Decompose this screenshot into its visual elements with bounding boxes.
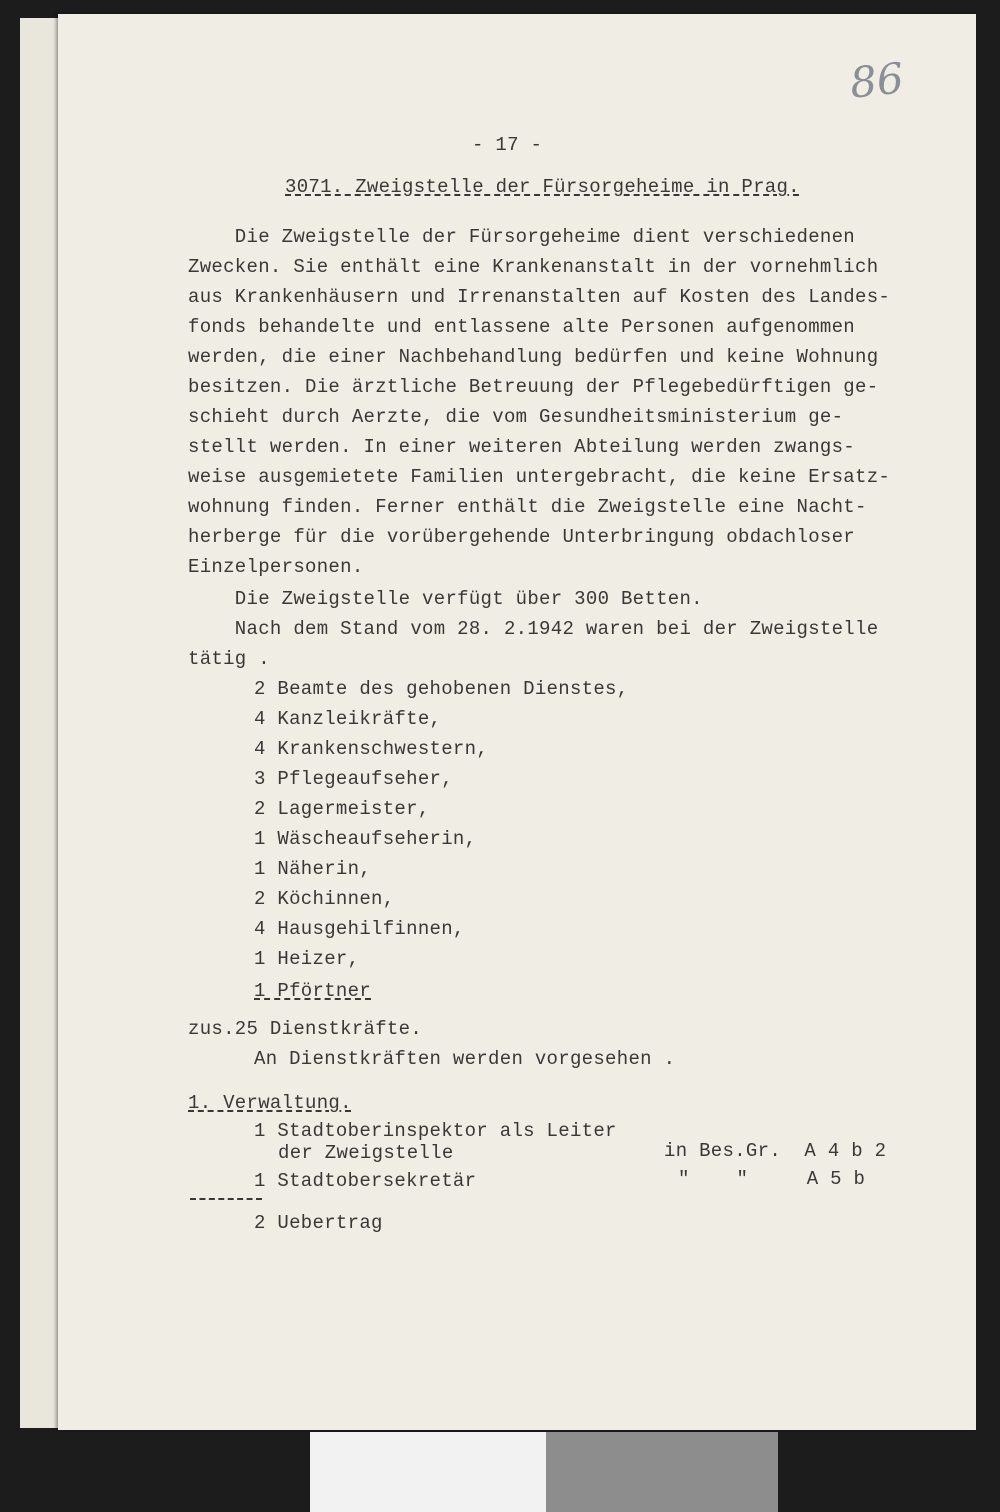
paragraph-line: fonds behandelte und entlassene alte Personen aufgenommen <box>188 316 856 338</box>
list-item: 1 Näherin, <box>254 858 372 880</box>
list-item: 1 Heizer, <box>254 948 360 970</box>
list-item: 4 Krankenschwestern, <box>254 738 489 760</box>
list-item: 4 Kanzleikräfte, <box>254 708 442 730</box>
paragraph-line: stellt werden. In einer weiteren Abteilung werden zwangs- <box>188 436 856 458</box>
list-item: 1 Wäscheaufseherin, <box>254 828 477 850</box>
section-title: 3071. Zweigstelle der Fürsorgeheime in Prag. <box>285 176 800 198</box>
list-item: 3 Pflegeaufseher, <box>254 768 453 790</box>
paragraph-line: tätig . <box>188 648 270 670</box>
list-item: 2 Beamte des gehobenen Dienstes, <box>254 678 629 700</box>
list-item: 2 Lagermeister, <box>254 798 430 820</box>
admin-heading: 1. Verwaltung. <box>188 1092 352 1114</box>
planned-line: An Dienstkräften werden vorgesehen . <box>254 1048 676 1070</box>
paragraph-line: schieht durch Aerzte, die vom Gesundheitsministerium ge- <box>188 406 844 428</box>
carry-over: 2 Uebertrag <box>254 1212 383 1234</box>
list-item: 4 Hausgehilfinnen, <box>254 918 465 940</box>
admin-position-title: 1 Stadtoberinspektor als Leiter <box>254 1120 617 1142</box>
paragraph-line: Nach dem Stand vom 28. 2.1942 waren bei der Zweigstelle <box>188 618 879 640</box>
paragraph-line: Zwecken. Sie enthält eine Krankenanstalt in der vornehmlich <box>188 256 879 278</box>
paragraph-line: aus Krankenhäusern und Irrenanstalten auf Kosten des Landes- <box>188 286 891 308</box>
total-line: zus.25 Dienstkräfte. <box>188 1018 423 1040</box>
paragraph-line: weise ausgemietete Familien untergebracht, die keine Ersatz- <box>188 466 891 488</box>
admin-position-title: 1 Stadtobersekretär <box>254 1170 477 1192</box>
admin-position-grade: in Bes.Gr. A 4 b 2 <box>664 1140 887 1162</box>
calibration-white-patch <box>310 1432 546 1512</box>
paragraph-line: besitzen. Die ärztliche Betreuung der Pflegebedürftigen ge- <box>188 376 879 398</box>
list-item: 2 Köchinnen, <box>254 888 395 910</box>
paragraph-line: Die Zweigstelle verfügt über 300 Betten. <box>188 588 703 610</box>
paragraph-line: Die Zweigstelle der Fürsorgeheime dient verschiedenen <box>188 226 856 248</box>
paragraph-line: herberge für die vorübergehende Unterbringung obdachloser <box>188 526 856 548</box>
list-item: 1 Pförtner <box>254 980 372 1002</box>
sum-divider <box>190 1198 262 1200</box>
paragraph-line: werden, die einer Nachbehandlung bedürfen und keine Wohnung <box>188 346 879 368</box>
page-label: - 17 - <box>472 134 543 156</box>
handwritten-page-number: 86 <box>847 53 906 108</box>
admin-position-grade: " " A 5 b <box>678 1168 866 1190</box>
paragraph-line: Einzelpersonen. <box>188 556 364 578</box>
calibration-gray-patch <box>546 1432 778 1512</box>
admin-position-title-cont: der Zweigstelle <box>278 1142 454 1164</box>
paragraph-line: wohnung finden. Ferner enthält die Zweigstelle eine Nacht- <box>188 496 867 518</box>
